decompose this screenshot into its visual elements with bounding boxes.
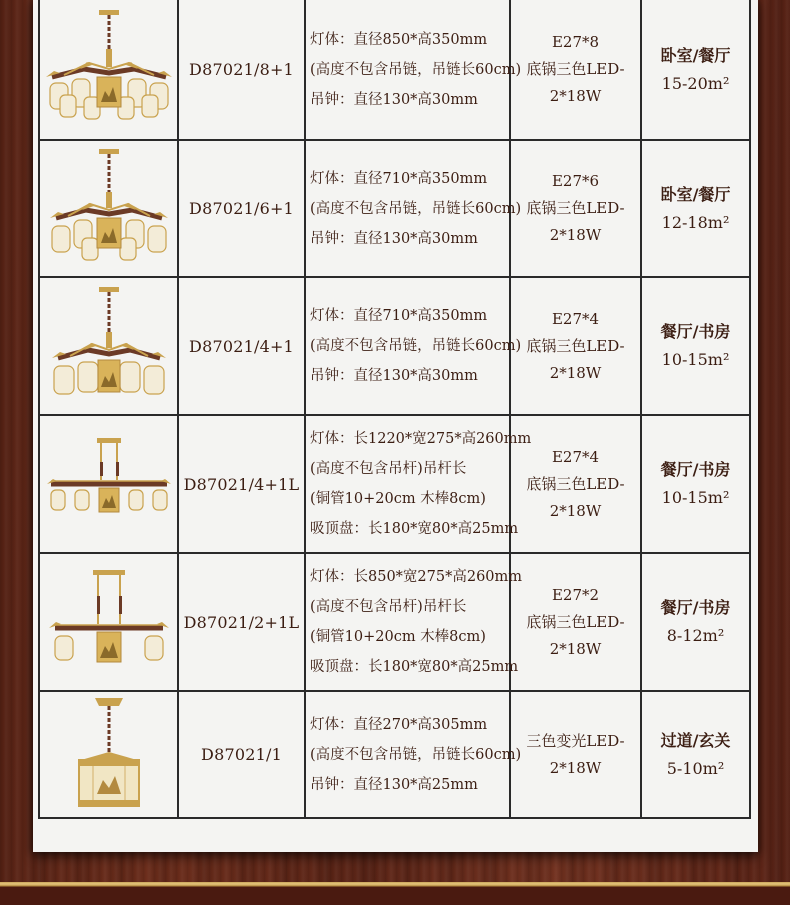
spec-line: 灯体：长850*宽275*高260mm [310,569,523,585]
product-image-cell [39,140,178,277]
spec-line: 吊钟：直径130*高25mm [310,776,478,793]
dimension-spec [305,140,522,277]
chandelier-6-arm-icon [44,146,174,271]
bulb-line: 2*18W [549,226,602,244]
spec-line: (高度不包含吊杆)吊杆长 [310,461,467,477]
dimension-spec [305,691,522,818]
bulb-line: 底锅三色LED- [526,60,625,78]
product-spec-table [38,0,751,819]
bulb-line: 底锅三色LED- [526,612,625,631]
room-type: 卧室/餐厅 [660,45,731,65]
table-row [39,0,750,140]
room-area: 8-12m² [666,626,725,645]
spec-line: 灯体：直径270*高305mm [310,716,488,733]
room-type: 餐厅/书房 [660,322,731,341]
bulb-spec [510,0,641,140]
bulb-line: 底锅三色LED- [526,199,625,217]
chandelier-4-arm-icon [44,284,174,409]
linear-pendant-2-light-icon [43,566,175,678]
table-row [39,553,750,691]
bulb-spec [510,691,641,818]
model-number: D87021/6+1 [178,140,305,277]
bulb-line: E27*4 [551,447,600,466]
spec-line: 灯体：直径850*高350mm [310,31,488,48]
room-type: 餐厅/书房 [660,598,731,617]
room-area: 5-10m² [666,758,725,778]
spec-line: (铜管10+20cm 木棒8cm) [310,629,486,645]
dimension-spec [305,553,523,691]
spec-line: 灯体：长1220*宽275*高260mm [310,431,532,447]
dimension-spec [305,0,522,140]
gold-trim-border [0,882,790,905]
bulb-spec [510,553,641,691]
bulb-line: 三色变光LED- [526,731,625,750]
bulb-line: 2*18W [549,639,602,658]
spec-line: (高度不包含吊链，吊链长60cm) [310,338,522,354]
room-suitability [641,140,750,277]
model-number: D87021/8+1 [178,0,305,140]
room-area: 15-20m² [661,73,730,93]
bulb-line: E27*8 [551,33,600,51]
table-row [39,140,750,277]
product-image-cell [39,691,178,818]
drum-pendant-icon [69,696,149,814]
product-image-cell [39,553,178,691]
room-suitability [641,277,750,415]
spec-line: (高度不包含吊链，吊链长60cm) [310,746,522,763]
room-area: 10-15m² [661,350,730,369]
bulb-line: 2*18W [549,501,602,520]
room-suitability [641,0,750,140]
bulb-line: 2*18W [549,363,602,382]
spec-line: (高度不包含吊链，吊链长60cm) [310,61,522,78]
spec-line: 灯体：直径710*高350mm [310,170,488,187]
dimension-spec [305,277,522,415]
spec-line: (高度不包含吊链，吊链长60cm) [310,200,522,217]
bulb-line: E27*6 [551,172,600,190]
spec-line: 灯体：直径710*高350mm [310,308,488,324]
spec-line: 吸顶盘：长180*宽80*高25mm [310,521,519,537]
spec-line: 吊钟：直径130*高30mm [310,230,478,247]
table-row [39,415,750,553]
spec-line: 吊钟：直径130*高30mm [310,91,478,108]
product-image-cell [39,415,178,553]
model-number: D87021/4+1 [178,277,305,415]
product-image-cell [39,277,178,415]
dimension-spec [305,415,532,553]
bulb-line: E27*2 [551,585,600,604]
bulb-line: 底锅三色LED- [526,474,625,493]
bulb-spec [510,277,641,415]
spec-line: 吸顶盘：长180*宽80*高25mm [310,659,519,675]
spec-line: 吊钟：直径130*高30mm [310,368,478,384]
room-suitability [641,415,750,553]
room-suitability [641,691,750,818]
bulb-spec [510,140,641,277]
spec-line: (高度不包含吊杆)吊杆长 [310,599,467,615]
spec-line: (铜管10+20cm 木棒8cm) [310,491,486,507]
bulb-line: E27*4 [551,309,600,328]
bulb-line: 2*18W [549,87,602,105]
room-type: 过道/玄关 [660,730,731,750]
product-image-cell [39,0,178,140]
table-row [39,277,750,415]
room-area: 12-18m² [661,212,730,232]
room-type: 餐厅/书房 [660,460,731,479]
linear-pendant-4-light-icon [43,434,175,534]
room-area: 10-15m² [661,488,730,507]
model-number: D87021/1 [178,691,305,818]
room-type: 卧室/餐厅 [660,184,731,204]
table-row [39,691,750,818]
model-number: D87021/4+1L [178,415,305,553]
bulb-line: 2*18W [549,758,602,777]
bulb-line: 底锅三色LED- [526,336,625,355]
chandelier-8-arm-icon [44,7,174,132]
room-suitability [641,553,750,691]
model-number: D87021/2+1L [178,553,305,691]
